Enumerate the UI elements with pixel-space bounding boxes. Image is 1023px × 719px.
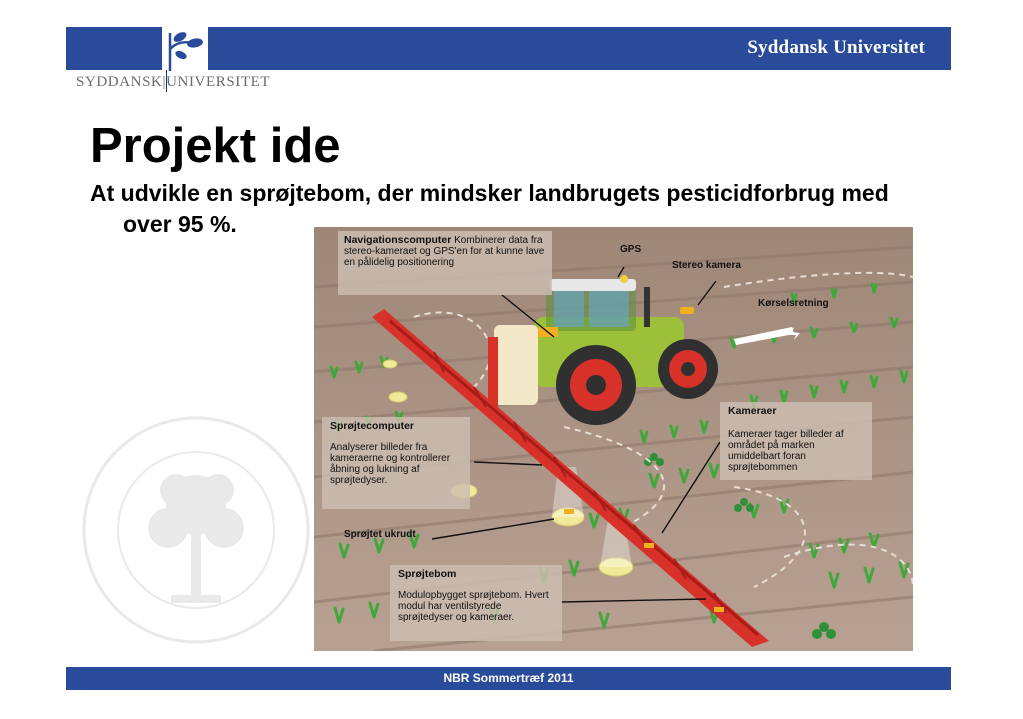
sprayer-illustration bbox=[314, 227, 913, 651]
navigation-computer-text: Kombinerer data fra stereo-kameraet og GPS'en for at kunne lave en pålidelig positionering bbox=[344, 235, 545, 268]
navigation-computer-callout bbox=[338, 231, 552, 295]
university-title: Syddansk Universitet bbox=[747, 37, 925, 58]
cameras-callout bbox=[720, 402, 872, 480]
direction-label: Kørselsretning bbox=[758, 298, 829, 309]
gps-label: GPS bbox=[620, 244, 642, 255]
footer-bar bbox=[66, 667, 951, 690]
slide-subtitle: At udvikle en sprøjtebom, der mindsker landbrugets pesticidforbrug med over 95 %. bbox=[90, 180, 889, 237]
stereo-camera-label: Stereo kamera bbox=[672, 260, 741, 271]
sprayer-computer-heading: Sprøjtecomputer bbox=[330, 420, 415, 432]
boom-text: Modulopbygget sprøjtebom. Hvert modul har ventilstyrede sprøjtedyser og kameraer. bbox=[398, 590, 549, 623]
slide-title: Projekt ide bbox=[90, 119, 341, 173]
cameras-text: Kameraer tager billeder af området på marken umiddelbart foran sprøjtebommen bbox=[728, 429, 844, 473]
footer-text: NBR Sommertræf 2011 bbox=[443, 671, 574, 685]
university-seal-watermark bbox=[76, 410, 316, 650]
university-logo-icon bbox=[162, 27, 208, 75]
logo-wordmark: SYDDANSK|UNIVERSITET bbox=[76, 74, 271, 90]
cameras-heading: Kameraer bbox=[728, 405, 777, 417]
boom-heading: Sprøjtebom bbox=[398, 568, 457, 580]
navigation-computer-heading: Navigationscomputer bbox=[344, 234, 452, 246]
sprayed-weed-label: Sprøjtet ukrudt bbox=[344, 529, 416, 540]
sprayer-computer-text: Analyserer billeder fra kameraerne og kontrollerer åbning og lukning af sprøjtedyser. bbox=[330, 442, 451, 486]
boom-callout bbox=[390, 565, 562, 641]
sprayer-computer-callout bbox=[322, 417, 470, 509]
